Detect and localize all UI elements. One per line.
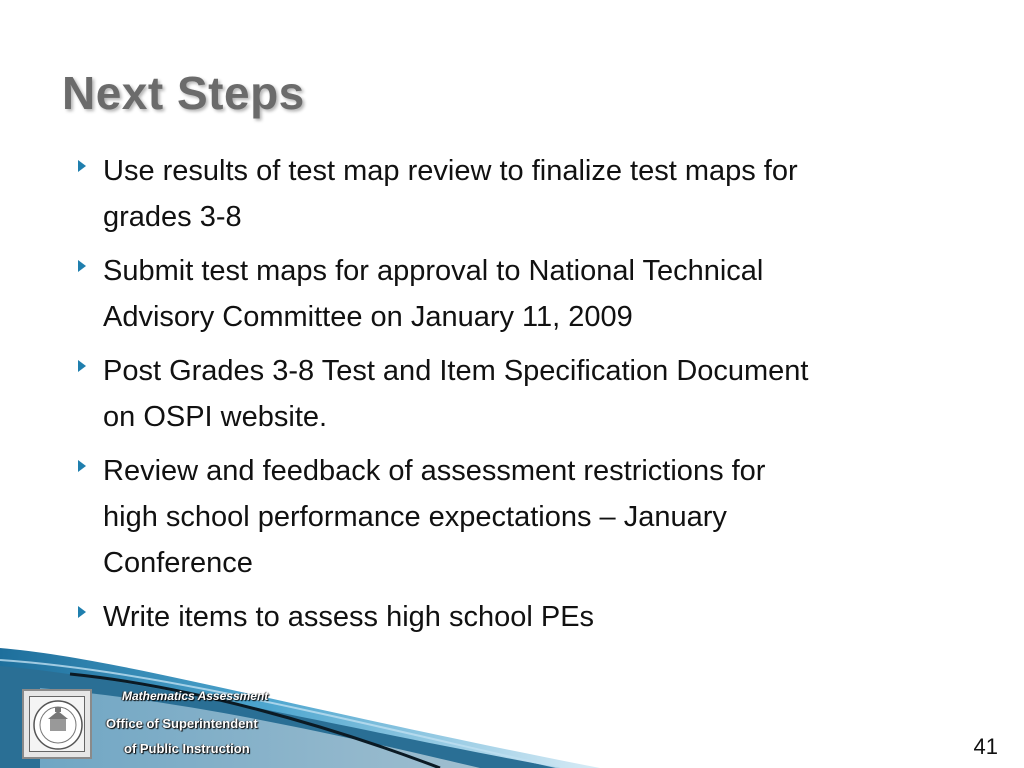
seal-icon bbox=[22, 689, 92, 759]
footer-office-label: Office of Superintendent bbox=[106, 716, 258, 731]
bullet-item bbox=[74, 148, 974, 240]
footer-department-label: Mathematics Assessment bbox=[122, 689, 269, 703]
bullet-line: Write items to assess high school PEs bbox=[103, 601, 595, 633]
bullet-line: Post Grades 3-8 Test and Item Specification Document bbox=[103, 355, 809, 387]
page-number: 41 bbox=[973, 734, 998, 759]
slide-title: Next Steps bbox=[62, 67, 305, 119]
bullet-line: Use results of test map review to finalize test maps for bbox=[103, 155, 798, 187]
triangle-right-icon bbox=[78, 360, 86, 372]
bullet-line: on OSPI website. bbox=[103, 401, 328, 433]
bullet-line: Review and feedback of assessment restrictions for bbox=[103, 455, 766, 487]
bullet-line: Submit test maps for approval to National Technical bbox=[103, 255, 764, 287]
bullet-list bbox=[74, 148, 974, 648]
bullet-item bbox=[74, 248, 974, 340]
triangle-right-icon bbox=[78, 160, 86, 172]
bullet-item bbox=[74, 348, 974, 440]
bullet-line: grades 3-8 bbox=[103, 201, 242, 233]
footer-office-label: of Public Instruction bbox=[124, 741, 250, 756]
bullet-line: Conference bbox=[103, 547, 253, 579]
triangle-right-icon bbox=[78, 460, 86, 472]
bullet-item bbox=[74, 448, 974, 586]
triangle-right-icon bbox=[78, 606, 86, 618]
bullet-line: Advisory Committee on January 11, 2009 bbox=[103, 301, 633, 333]
triangle-right-icon bbox=[78, 260, 86, 272]
bullet-line: high school performance expectations – January bbox=[103, 501, 727, 533]
